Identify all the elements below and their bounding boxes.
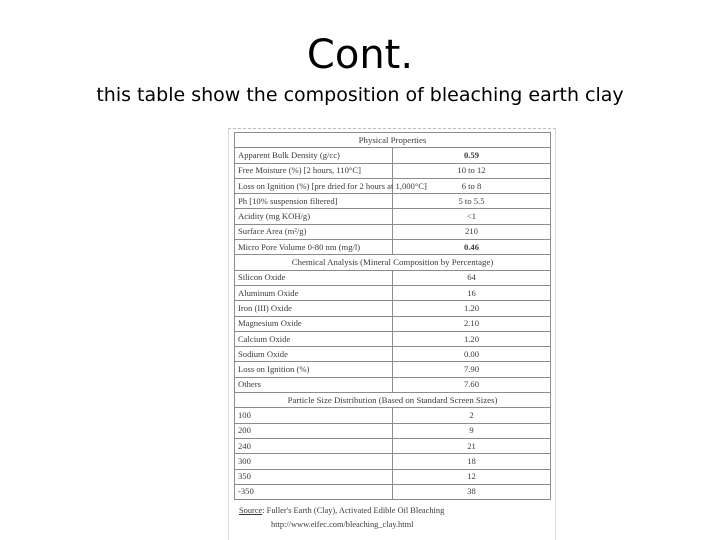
section-header: Physical Properties [235, 133, 551, 148]
property-cell: Micro Pore Volume 0-80 nm (mg/l) [235, 240, 393, 255]
property-cell: -350 [235, 484, 393, 499]
section-header-row [235, 393, 551, 408]
table-row [235, 347, 551, 362]
table-row [235, 270, 551, 285]
property-cell: Calcium Oxide [235, 331, 393, 346]
property-cell: Iron (III) Oxide [235, 301, 393, 316]
value-cell: 16 [393, 285, 551, 300]
table-row [235, 148, 551, 163]
source-label: Source [239, 506, 263, 515]
table-row [235, 178, 551, 193]
property-cell: Apparent Bulk Density (g/cc) [235, 148, 393, 163]
property-cell: Loss on Ignition (%) [235, 362, 393, 377]
table-row [235, 331, 551, 346]
table-row [235, 377, 551, 392]
section-header: Chemical Analysis (Mineral Composition by Percentage) [235, 255, 551, 270]
value-cell: 7.90 [393, 362, 551, 377]
table-image [228, 128, 556, 540]
table-row [235, 285, 551, 300]
property-cell: 200 [235, 423, 393, 438]
property-cell: 100 [235, 408, 393, 423]
property-cell: 350 [235, 469, 393, 484]
value-cell: 12 [393, 469, 551, 484]
value-cell: 18 [393, 454, 551, 469]
table-row [235, 454, 551, 469]
value-cell: 21 [393, 438, 551, 453]
property-cell: Aluminum Oxide [235, 285, 393, 300]
property-cell: Ph [10% suspension filtered] [235, 194, 393, 209]
property-cell: Sodium Oxide [235, 347, 393, 362]
value-cell: 0.00 [393, 347, 551, 362]
property-cell: Surface Area (m²/g) [235, 224, 393, 239]
property-cell: 240 [235, 438, 393, 453]
section-header-row [235, 255, 551, 270]
table-row [235, 484, 551, 499]
property-cell: Others [235, 377, 393, 392]
source-note [239, 504, 549, 532]
property-cell: 300 [235, 454, 393, 469]
value-cell: 2 [393, 408, 551, 423]
slide-subtitle: this table show the composition of bleaching earth clay [96, 84, 624, 106]
table-row [235, 423, 551, 438]
table-row [235, 240, 551, 255]
value-cell: 1.20 [393, 301, 551, 316]
value-cell: 210 [393, 224, 551, 239]
table-row [235, 362, 551, 377]
table-row [235, 316, 551, 331]
property-cell: Acidity (mg KOH/g) [235, 209, 393, 224]
table-row [235, 209, 551, 224]
property-cell: Silicon Oxide [235, 270, 393, 285]
table-row [235, 408, 551, 423]
property-cell: Magnesium Oxide [235, 316, 393, 331]
value-cell: 38 [393, 484, 551, 499]
table-row [235, 438, 551, 453]
composition-table [234, 132, 551, 500]
slide-title: Cont. [306, 32, 414, 78]
table-row [235, 301, 551, 316]
source-url: http://www.eifec.com/bleaching_clay.html [271, 520, 414, 529]
section-header: Particle Size Distribution (Based on Standard Screen Sizes) [235, 393, 551, 408]
value-cell: 2.10 [393, 316, 551, 331]
table-row [235, 163, 551, 178]
section-header-row [235, 133, 551, 148]
property-cell: Free Moisture (%) [2 hours, 110°C] [235, 163, 393, 178]
source-text: : Fuller's Earth (Clay), Activated Edible Oil Bleaching [262, 506, 445, 515]
value-cell: 7.60 [393, 377, 551, 392]
value-cell: 10 to 12 [393, 163, 551, 178]
table-row [235, 224, 551, 239]
value-cell: <1 [393, 209, 551, 224]
value-cell: 1.20 [393, 331, 551, 346]
table-row [235, 194, 551, 209]
table-row [235, 469, 551, 484]
value-cell: 0.46 [393, 240, 551, 255]
value-cell: 9 [393, 423, 551, 438]
property-cell: Loss on Ignition (%) [pre dried for 2 hours at 1,000°C] [235, 178, 393, 193]
value-cell: 5 to 5.5 [393, 194, 551, 209]
value-cell: 64 [393, 270, 551, 285]
value-cell: 6 to 8 [393, 178, 551, 193]
value-cell: 0.59 [393, 148, 551, 163]
